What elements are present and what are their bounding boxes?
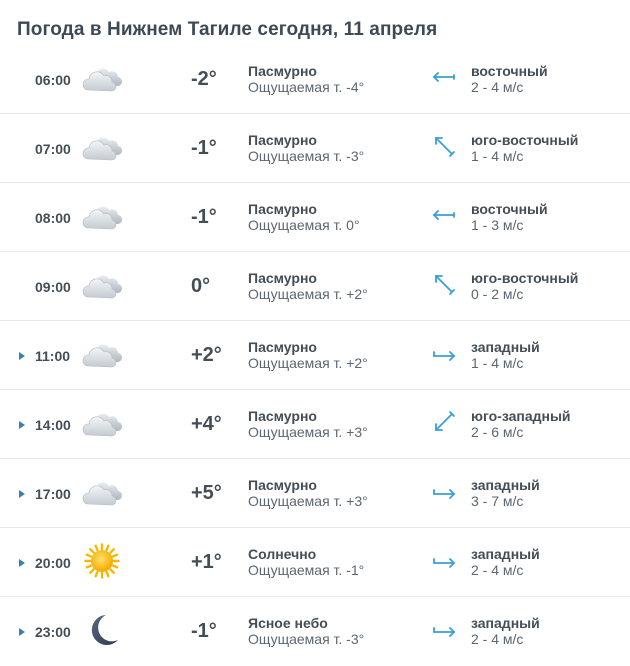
forecast-time: 07:00 [35, 140, 71, 157]
forecast-condition [248, 339, 368, 371]
forecast-time: 23:00 [35, 623, 71, 640]
forecast-row[interactable] [0, 459, 630, 528]
wind-speed: 0 - 2 м/с [471, 286, 524, 302]
forecast-time: 20:00 [35, 554, 71, 571]
wind-west-icon [431, 617, 457, 643]
forecast-time: 06:00 [35, 71, 71, 88]
condition-label: Пасмурно [248, 63, 317, 79]
condition-label: Пасмурно [248, 339, 317, 355]
feels-like-label: Ощущаемая т. -1° [248, 562, 365, 578]
forecast-row [0, 252, 630, 321]
cloud-icon [82, 336, 122, 372]
wind-speed: 1 - 3 м/с [471, 217, 524, 233]
condition-label: Пасмурно [248, 477, 317, 493]
wind-direction: восточный [471, 201, 548, 217]
feels-like-label: Ощущаемая т. +2° [248, 286, 368, 302]
forecast-temperature: -1° [191, 137, 217, 159]
wind-speed: 1 - 4 м/с [471, 148, 524, 164]
wind-direction: юго-восточный [471, 132, 579, 148]
wind-speed: 2 - 6 м/с [471, 424, 524, 440]
wind-speed: 2 - 4 м/с [471, 79, 524, 95]
condition-label: Солнечно [248, 546, 317, 562]
expand-arrow-icon[interactable] [18, 321, 28, 390]
cloud-icon [82, 60, 122, 96]
expand-arrow-icon[interactable] [18, 597, 28, 666]
forecast-wind [471, 546, 540, 578]
forecast-time: 14:00 [35, 416, 71, 433]
forecast-condition [248, 408, 368, 440]
forecast-temperature: +2° [191, 344, 222, 366]
feels-like-label: Ощущаемая т. -3° [248, 631, 365, 647]
wind-southwest-icon [431, 410, 457, 436]
wind-direction: юго-западный [471, 408, 571, 424]
forecast-temperature: 0° [191, 275, 211, 297]
forecast-condition [248, 201, 360, 233]
wind-west-icon [431, 341, 457, 367]
condition-label: Ясное небо [248, 615, 328, 631]
forecast-row[interactable] [0, 321, 630, 390]
forecast-time: 09:00 [35, 278, 71, 295]
forecast-row[interactable] [0, 597, 630, 666]
forecast-temperature: +4° [191, 413, 222, 435]
forecast-wind [471, 201, 548, 233]
forecast-row[interactable] [0, 390, 630, 459]
feels-like-label: Ощущаемая т. +3° [248, 424, 368, 440]
forecast-row [0, 183, 630, 252]
forecast-condition [248, 132, 364, 164]
cloud-icon [82, 267, 122, 303]
forecast-condition [248, 270, 368, 302]
feels-like-label: Ощущаемая т. -3° [248, 148, 365, 164]
hourly-forecast-list [0, 45, 630, 666]
forecast-time: 11:00 [35, 347, 71, 364]
wind-speed: 2 - 4 м/с [471, 562, 524, 578]
forecast-wind [471, 615, 540, 647]
forecast-temperature: -1° [191, 620, 217, 642]
cloud-icon [82, 198, 122, 234]
wind-speed: 3 - 7 м/с [471, 493, 524, 509]
feels-like-label: Ощущаемая т. +3° [248, 493, 368, 509]
feels-like-label: Ощущаемая т. -4° [248, 79, 365, 95]
forecast-row [0, 45, 630, 114]
forecast-condition [248, 63, 364, 95]
forecast-temperature: -2° [191, 68, 217, 90]
forecast-wind [471, 132, 578, 164]
cloud-icon [82, 474, 122, 510]
forecast-condition [248, 546, 364, 578]
forecast-temperature: +1° [191, 551, 222, 573]
feels-like-label: Ощущаемая т. +2° [248, 355, 368, 371]
wind-direction: юго-восточный [471, 270, 579, 286]
forecast-time: 17:00 [35, 485, 71, 502]
expand-arrow-icon[interactable] [18, 390, 28, 459]
wind-west-icon [431, 479, 457, 505]
wind-east-icon [431, 65, 457, 91]
wind-direction: западный [471, 546, 540, 562]
forecast-time: 08:00 [35, 209, 71, 226]
forecast-wind [471, 270, 578, 302]
wind-direction: западный [471, 615, 540, 631]
forecast-condition [248, 477, 368, 509]
forecast-condition [248, 615, 364, 647]
condition-label: Пасмурно [248, 270, 317, 286]
wind-direction: восточный [471, 63, 548, 79]
condition-label: Пасмурно [248, 132, 317, 148]
forecast-wind [471, 63, 548, 95]
condition-label: Пасмурно [248, 408, 317, 424]
page-title: Погода в Нижнем Тагиле сегодня, 11 апреля [17, 19, 438, 40]
forecast-row [0, 114, 630, 183]
sun-icon [82, 543, 122, 579]
cloud-icon [82, 129, 122, 165]
expand-arrow-icon[interactable] [18, 459, 28, 528]
forecast-wind [471, 339, 540, 371]
forecast-wind [471, 408, 571, 440]
wind-southeast-icon [431, 272, 457, 298]
forecast-temperature: -1° [191, 206, 217, 228]
expand-arrow-icon[interactable] [18, 528, 28, 597]
wind-direction: западный [471, 477, 540, 493]
wind-speed: 2 - 4 м/с [471, 631, 524, 647]
wind-speed: 1 - 4 м/с [471, 355, 524, 371]
feels-like-label: Ощущаемая т. 0° [248, 217, 360, 233]
forecast-wind [471, 477, 540, 509]
cloud-icon [82, 405, 122, 441]
condition-label: Пасмурно [248, 201, 317, 217]
wind-direction: западный [471, 339, 540, 355]
wind-southeast-icon [431, 134, 457, 160]
wind-west-icon [431, 548, 457, 574]
forecast-temperature: +5° [191, 482, 222, 504]
forecast-row[interactable] [0, 528, 630, 597]
wind-east-icon [431, 203, 457, 229]
moon-icon [82, 612, 122, 648]
